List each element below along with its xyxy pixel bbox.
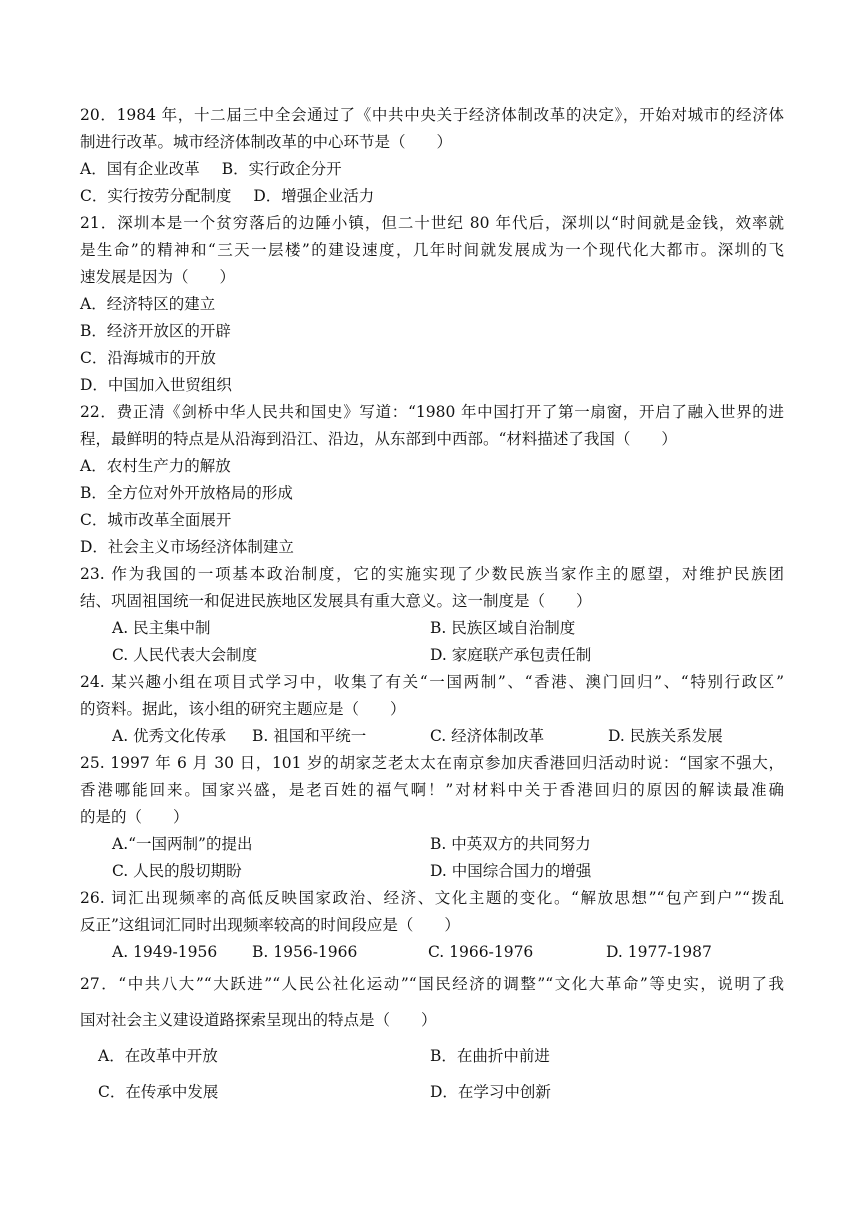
option-row [80,858,784,885]
question-stem: 速发展是因为（ ） [80,268,236,286]
question-stem: 21．深圳本是一个贫穷落后的边陲小镇，但二十世纪 80 年代后，深圳以“时间就是金钱，效率就 [80,214,784,232]
option-b: B．经济开放区的开辟 [80,322,231,340]
option-a: A．在改革中开放 [98,1047,218,1065]
question-stem: 的资料。据此，该小组的研究主题应是（ ） [80,700,406,718]
question-27 [80,966,784,1110]
question-stem: 26. 词汇出现频率的高低反映国家政治、经济、文化主题的变化。“解放思想”“包产到户”“拨乱 [80,889,784,907]
option-c: C. 人民的殷切期盼 [112,862,242,880]
option-row [80,723,784,750]
question-stem: 程，最鲜明的特点是从沿海到沿江、沿边，从东部到中西部。“材料描述了我国（ ） [80,430,677,448]
question-stem: 国对社会主义建设道路探索呈现出的特点是（ ） [80,1011,437,1029]
question-stem: 是生命”的精神和“三天一层楼”的建设速度，几年时间就发展成为一个现代化大都市。深圳的飞 [80,241,784,259]
option-c: C．沿海城市的开放 [80,349,216,367]
option-c: C. 人民代表大会制度 [112,646,258,664]
question-stem: 24. 某兴趣小组在项目式学习中，收集了有关“一国两制”、“香港、澳门回归”、“特别行政区” [80,673,784,691]
question-stem: 反正”这组词汇同时出现频率较高的时间段应是（ ） [80,916,460,934]
question-stem: 结、巩固祖国统一和促进民族地区发展具有重大意义。这一制度是（ ） [80,592,592,610]
option-d: D. 中国综合国力的增强 [430,862,592,880]
question-stem: 25. 1997 年 6 月 30 日，101 岁的胡家芝老太太在南京参加庆香港回归活动时说：“国家不强大， [80,754,784,772]
option-b: B. 1956-1966 [252,943,358,961]
option-d: D. 民族关系发展 [608,727,723,745]
option-row [80,939,784,966]
option-row [80,831,784,858]
question-stem: 23. 作为我国的一项基本政治制度，它的实施实现了少数民族当家作主的愿望，对维护民族团 [80,565,784,583]
option-b: B. 中英双方的共同努力 [430,835,591,853]
question-21 [80,210,784,399]
option-a: A．经济特区的建立 [80,295,216,313]
question-20 [80,102,784,210]
question-stem: 制进行改革。城市经济体制改革的中心环节是（ ） [80,133,453,151]
question-26 [80,885,784,966]
question-23 [80,561,784,669]
option-a: A.“一国两制”的提出 [112,835,253,853]
option-a: A. 优秀文化传承 [112,727,227,745]
option-a: A．国有企业改革 [80,160,200,178]
option-d: D．增强企业活力 [253,187,375,205]
option-d: D．在学习中创新 [430,1083,551,1101]
option-c: C. 经济体制改革 [430,727,545,745]
option-a: A. 民主集中制 [112,619,211,637]
option-row [80,615,784,642]
option-row [80,183,784,210]
question-stem: 香港哪能回来。国家兴盛，是老百姓的福气啊！”对材料中关于香港回归的原因的解读最准确 [80,781,784,799]
option-d: D．中国加入世贸组织 [80,376,232,394]
option-c: C．实行按劳分配制度 [80,187,232,205]
question-stem: 的是的（ ） [80,808,189,826]
option-c: C. 1966-1976 [428,943,534,961]
option-row [80,1038,784,1074]
question-stem: 20．1984 年，十二届三中全会通过了《中共中央关于经济体制改革的决定》，开始对城市的经济体 [80,106,784,124]
option-a: A．农村生产力的解放 [80,457,231,475]
question-25 [80,750,784,885]
option-row [80,156,784,183]
exam-page [80,102,784,1110]
option-row [80,642,784,669]
option-b: B．实行政企分开 [221,160,342,178]
option-c: C．在传承中发展 [98,1083,219,1101]
question-22 [80,399,784,561]
option-a: A. 1949-1956 [112,943,218,961]
option-row [80,1074,784,1110]
question-stem: 27．“中共八大”“大跃进”“人民公社化运动”“国民经济的调整”“文化大革命”等史实，说明了我 [80,975,784,993]
question-24 [80,669,784,750]
option-b: B. 民族区域自治制度 [430,619,576,637]
question-stem: 22．费正清《剑桥中华人民共和国史》写道：“1980 年中国打开了第一扇窗，开启了融入世界的进 [80,403,784,421]
option-b: B. 祖国和平统一 [252,727,367,745]
option-d: D．社会主义市场经济体制建立 [80,538,294,556]
option-d: D. 家庭联产承包责任制 [430,646,592,664]
option-b: B．全方位对外开放格局的形成 [80,484,293,502]
option-c: C．城市改革全面展开 [80,511,232,529]
option-d: D. 1977-1987 [606,943,712,961]
option-b: B．在曲折中前进 [430,1047,550,1065]
